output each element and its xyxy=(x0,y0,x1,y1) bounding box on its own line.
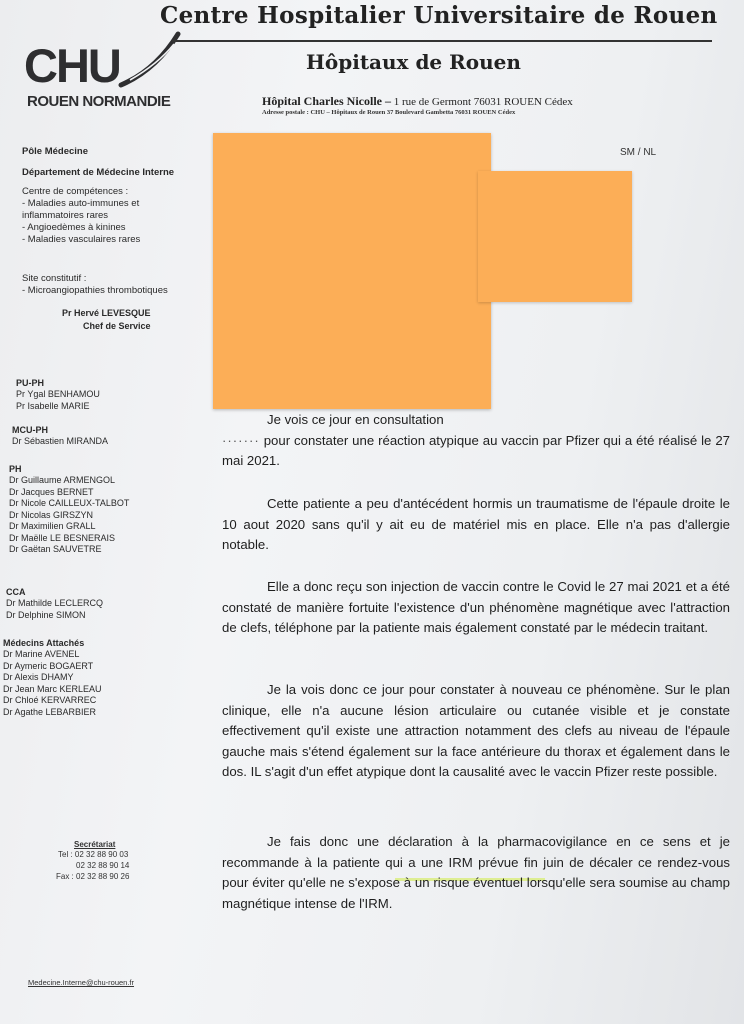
postal-address: Adresse postale : CHU – Hôpitaux de Rouen 37 Boulevard Gambetta 76031 ROUEN Cédex xyxy=(262,109,516,116)
institution-title: Centre Hospitalier Universitaire de Rouen xyxy=(160,2,718,29)
paragraph-3: Elle a donc reçu son injection de vaccin contre le Covid le 27 mai 2021 et a été constaté de manière fortuite l'existence d'un phénomène magnétique avec l'attraction de clefs, téléphone par la patiente mais également constaté par le médecin traitant. xyxy=(222,579,730,635)
hospital-group-title: Hôpitaux de Rouen xyxy=(306,50,521,74)
chief-name: Pr Hervé LEVESQUE xyxy=(62,308,151,318)
group-title: PU-PH xyxy=(16,378,45,388)
logo-main-text: CHU xyxy=(24,39,120,92)
secretariat-title: Secrétariat xyxy=(74,840,116,849)
pole-label: Pôle Médecine xyxy=(22,146,88,157)
competence-item: inflammatoires rares xyxy=(22,210,109,221)
paragraph-1-rest: pour constater une réaction atypique au vaccin par Pfizer qui a été réalisé le 27 mai 2021. xyxy=(222,432,730,468)
site-item: - Microangiopathies thrombotiques xyxy=(22,285,168,296)
group-title: PH xyxy=(9,464,22,474)
staff-name: Dr Agathe LEBARBIER xyxy=(3,706,97,717)
group-title: CCA xyxy=(6,587,26,597)
staff-name: Dr Aymeric BOGAERT xyxy=(3,660,94,671)
staff-group-ph xyxy=(9,463,129,556)
secretariat-phone: Tel : 02 32 88 90 03 xyxy=(58,850,129,859)
secretariat-fax: Fax : 02 32 88 90 26 xyxy=(56,872,130,881)
group-title: MCU-PH xyxy=(12,425,48,435)
competence-item: - Maladies vasculaires rares xyxy=(22,234,141,245)
contact-email: Medecine.Interne@chu-rouen.fr xyxy=(28,978,135,987)
competence-item: - Maladies auto-immunes et xyxy=(22,198,140,209)
staff-name: Pr Ygal BENHAMOU xyxy=(16,389,100,399)
hospital-address: 1 rue de Germont 76031 ROUEN Cédex xyxy=(393,96,573,108)
staff-name: Dr Jacques BERNET xyxy=(9,486,94,497)
staff-name: Dr Alexis DHAMY xyxy=(3,672,74,682)
chief-title: Chef de Service xyxy=(83,321,151,331)
staff-name: Dr Guillaume ARMENGOL xyxy=(9,475,116,485)
hospital-address-line xyxy=(262,94,573,109)
chu-logo xyxy=(24,38,174,118)
staff-name: Dr Delphine SIMON xyxy=(6,609,86,620)
secretariat-phone: 02 32 88 90 14 xyxy=(76,861,130,870)
staff-name: Dr Mathilde LECLERCQ xyxy=(6,598,104,608)
competences-title: Centre de compétences : xyxy=(22,186,129,197)
paragraph-4: Je la vois donc ce jour pour constater à nouveau ce phénomène. Sur le plan clinique, elle n'a aucune lésion articulaire ou cutanée visible et je constate effectivement qu'il existe une attraction notamment des clefs au niveau de l'épaule gauche mais s'étend également sur la face antérieure du thorax et également dans le dos. IL s'agit d'un effet atypique dont la causalité avec le vaccin Pfizer reste possible. xyxy=(222,682,730,779)
paragraph-2: Cette patiente a peu d'antécédent hormis un traumatisme de l'épaule droite le 10 aout 2020 sans qu'il y ait eu de matériel mis en place. Elle n'a pas d'allergie notable. xyxy=(222,496,730,552)
redaction-sticker xyxy=(213,133,491,409)
staff-name: Dr Nicolas GIRSZYN xyxy=(9,509,94,520)
redacted-patient-name: ······· xyxy=(222,432,260,448)
staff-group-pu-ph xyxy=(16,377,100,412)
staff-name: Dr Marine AVENEL xyxy=(3,649,80,659)
hospital-name: Hôpital Charles Nicolle – xyxy=(262,94,391,108)
redaction-sticker xyxy=(478,171,632,302)
staff-name: Dr Chloé KERVARREC xyxy=(3,695,97,705)
department-label: Département de Médecine Interne xyxy=(22,167,175,178)
staff-group-mcu-ph xyxy=(12,424,108,448)
staff-name: Dr Maximilien GRALL xyxy=(9,521,96,531)
competence-item: - Angioedèmes à kinines xyxy=(22,222,126,233)
staff-name: Pr Isabelle MARIE xyxy=(16,400,90,411)
group-title: Médecins Attachés xyxy=(3,638,85,648)
paragraph-5: Je fais donc une déclaration à la pharmacovigilance en ce sens et je recommande à la patiente qui a une IRM prévue fin juin de décaler ce rendez-vous pour éviter qu'elle ne s'expose à un risque éventuel lorsqu'elle sera soumise au champ magnétique intense de l'IRM. xyxy=(222,834,730,911)
site-title: Site constitutif : xyxy=(22,273,87,284)
competences-section xyxy=(22,186,140,246)
staff-name: Dr Maëlle LE BESNERAIS xyxy=(9,532,116,543)
paragraph-1 xyxy=(222,410,730,472)
logo-sub-text: ROUEN NORMANDIE xyxy=(27,93,171,110)
staff-group-attaches xyxy=(3,637,102,718)
site-section xyxy=(22,273,168,297)
staff-group-cca xyxy=(6,586,103,621)
staff-name: Dr Sébastien MIRANDA xyxy=(12,436,109,446)
staff-name: Dr Gaëtan SAUVETRE xyxy=(9,544,102,554)
secretariat-block xyxy=(50,840,129,882)
staff-name: Dr Jean Marc KERLEAU xyxy=(3,683,102,694)
header-divider xyxy=(172,40,712,42)
staff-name: Dr Nicole CAILLEUX-TALBOT xyxy=(9,498,130,508)
reference-initials: SM / NL xyxy=(620,147,657,158)
logo-swoosh-icon xyxy=(116,30,186,90)
chief-block xyxy=(62,307,151,333)
paragraph-1-start: Je vois ce jour en consultation xyxy=(267,412,444,427)
